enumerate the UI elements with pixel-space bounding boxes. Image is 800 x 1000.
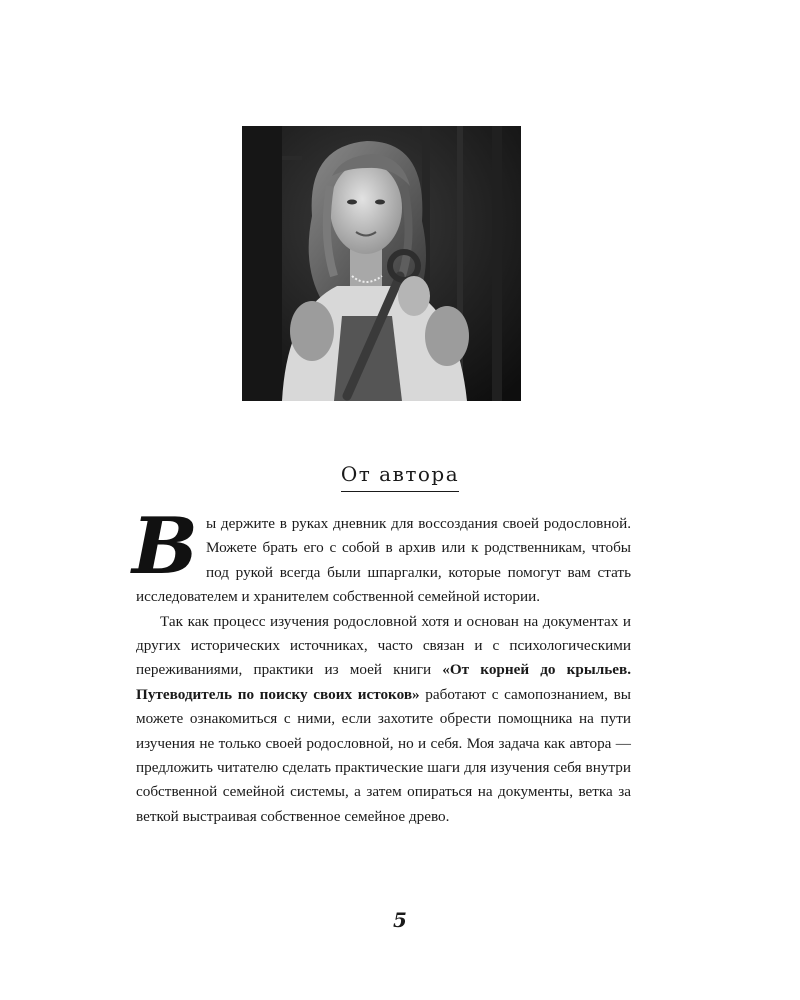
intro-paragraph <box>132 501 631 610</box>
section-heading: От автора <box>341 462 459 492</box>
drop-cap: В <box>132 501 198 592</box>
main-paragraph <box>136 610 631 830</box>
paragraph-text-start: Так как процесс изучения родословной хотя и основан на документах и других исторических источниках, часто связан и с психологическими переживаниями, практики из моей книги <box>136 612 631 679</box>
heading-container <box>0 462 800 492</box>
intro-text: ы держите в руках дневник для воссоздания своей родословной. Можете брать его с собой в архив или к родственникам, чтобы под рукой всегда были шпаргалки, которые помогут вам стать исследователем и хранителем собственной семейной истории. <box>136 515 631 606</box>
author-portrait-illustration <box>242 126 521 401</box>
page-number: 5 <box>393 908 407 932</box>
body-text <box>132 501 631 829</box>
paragraph-text-end: работают с самопознанием, вы можете ознакомиться с ними, если захотите обрести помощника на пути изучения не только своей родословной, но и себя. Моя задача как автора — предложить читателю сделать практические шаги для изучения себя внутри собственной семейной системы, а затем опираться на документы, ветка за веткой выстраивая собственное семейное древо. <box>136 685 631 825</box>
author-photo <box>242 126 521 401</box>
book-title: «От корней до крыльев. Путеводитель по поиску своих истоков» <box>136 661 631 703</box>
